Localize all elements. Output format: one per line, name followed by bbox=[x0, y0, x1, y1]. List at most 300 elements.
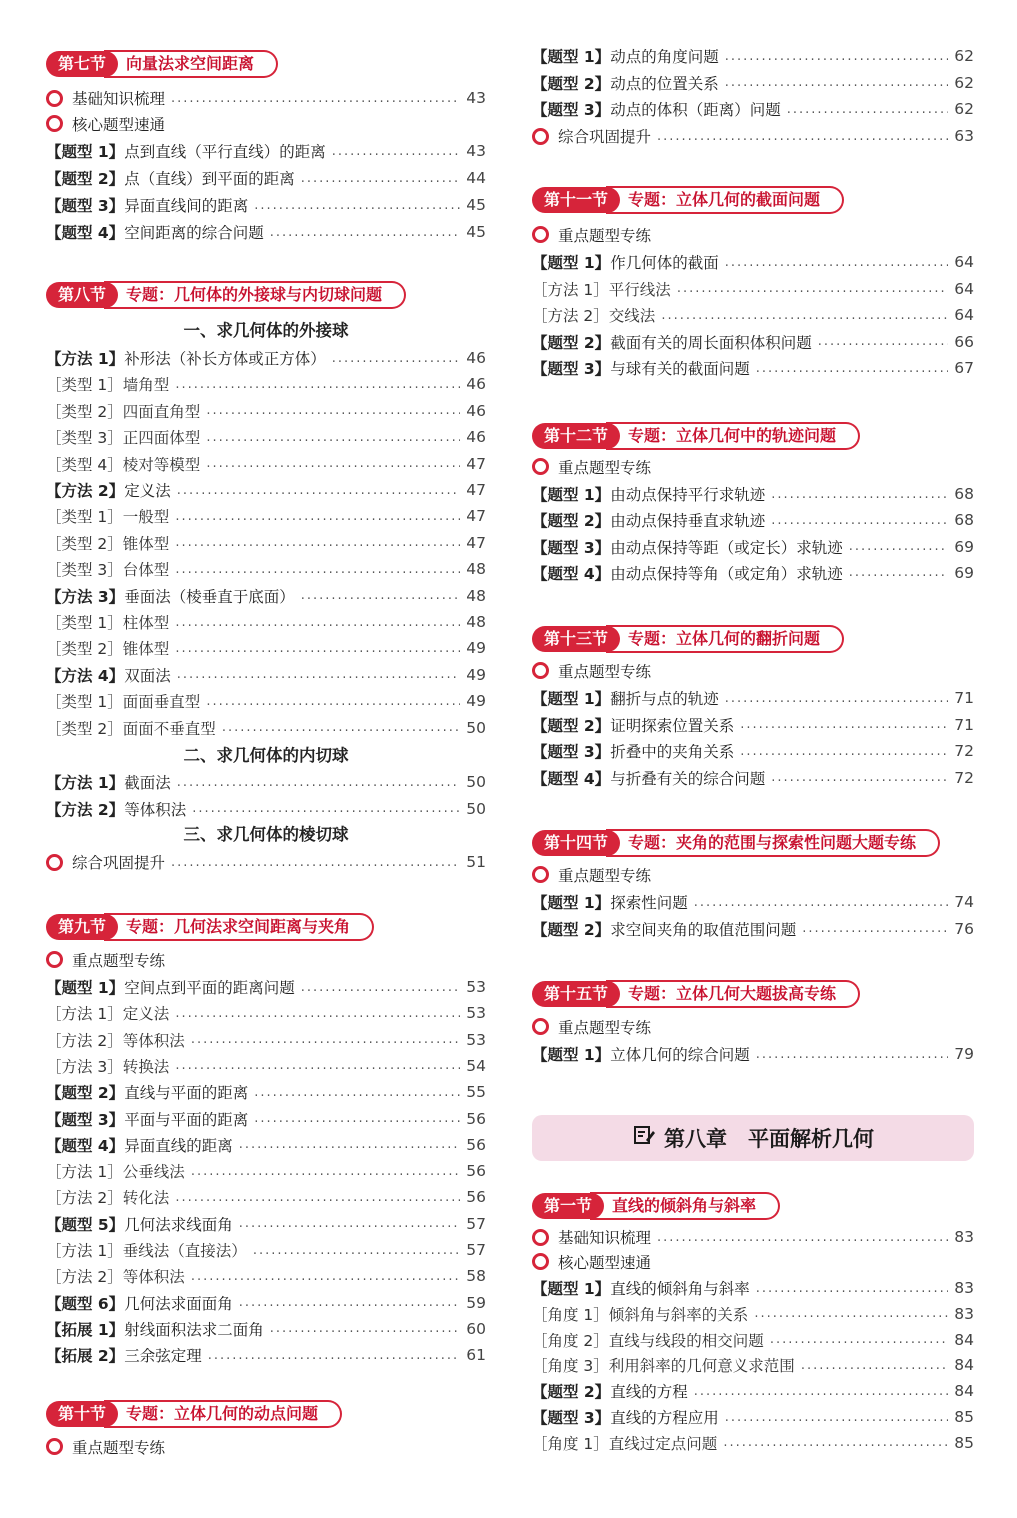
toc-entry[interactable] bbox=[46, 584, 486, 608]
page-number: 71 bbox=[954, 689, 974, 707]
toc-entry[interactable] bbox=[46, 1080, 486, 1104]
page-number: 46 bbox=[466, 428, 486, 447]
leader-dots bbox=[818, 334, 948, 349]
section-number: 第一节 bbox=[532, 1193, 604, 1219]
section-number: 第七节 bbox=[46, 51, 118, 77]
section-title: 专题：夹角的范围与探索性问题大题专练 bbox=[606, 829, 940, 857]
entry-label: 由动点保持垂直求轨迹 bbox=[610, 512, 766, 531]
page-number: 74 bbox=[954, 893, 974, 911]
page-number: 85 bbox=[954, 1408, 974, 1426]
leader-dots bbox=[177, 483, 460, 498]
entry-label: 证明探索位置关系 bbox=[610, 716, 735, 735]
entry-tag: 【方法 1】 bbox=[46, 350, 125, 368]
entry-label: 补形法（补长方体或正方体） bbox=[124, 350, 326, 368]
page-number: 47 bbox=[466, 481, 486, 499]
entry-tag: 【题型 1】 bbox=[532, 48, 611, 66]
toc-entry[interactable] bbox=[46, 975, 486, 999]
toc-entry[interactable] bbox=[46, 557, 486, 581]
leader-dots bbox=[191, 1032, 460, 1047]
entry-tag: ［角度 2］ bbox=[532, 1331, 609, 1350]
page-number: 50 bbox=[466, 718, 486, 737]
entry-tag: ［方法 2］ bbox=[532, 307, 609, 325]
toc-entry[interactable] bbox=[532, 250, 974, 274]
toc-entry[interactable] bbox=[532, 739, 974, 763]
section-title: 专题：立体几何大题拔高专练 bbox=[606, 980, 860, 1008]
leader-dots bbox=[849, 539, 948, 554]
circle-bullet-icon bbox=[532, 1253, 549, 1270]
section-header-8 bbox=[46, 281, 406, 309]
entry-tag: ［角度 1］ bbox=[532, 1434, 609, 1453]
entry-label: 直线与线段的相交问题 bbox=[608, 1331, 764, 1350]
leader-dots bbox=[771, 513, 948, 528]
toc-entry[interactable] bbox=[46, 425, 486, 449]
toc-entry[interactable] bbox=[532, 303, 974, 327]
entry-label: 定义法 bbox=[124, 482, 171, 500]
entry-label: 墙角型 bbox=[122, 376, 170, 395]
toc-entry[interactable] bbox=[532, 890, 974, 914]
page-number: 43 bbox=[466, 89, 486, 107]
entry-label: 面面不垂直型 bbox=[122, 719, 216, 738]
leader-dots bbox=[175, 615, 460, 630]
page-number: 71 bbox=[954, 715, 974, 734]
page-number: 55 bbox=[466, 1083, 486, 1102]
toc-entry[interactable] bbox=[532, 277, 974, 301]
section-title: 直线的倾斜角与斜率 bbox=[590, 1192, 780, 1220]
section-title: 专题：几何体的外接球与内切球问题 bbox=[104, 281, 406, 309]
entry-label: 一般型 bbox=[122, 508, 170, 527]
entry-tag: 【题型 1】 bbox=[532, 1280, 611, 1298]
leader-dots bbox=[177, 775, 460, 790]
toc-entry[interactable] bbox=[46, 1291, 486, 1315]
toc-entry[interactable] bbox=[46, 452, 486, 476]
circle-bullet-icon bbox=[532, 458, 549, 475]
entry-tag: 【拓展 2】 bbox=[46, 1347, 125, 1366]
page-number: 50 bbox=[466, 799, 486, 818]
leader-dots bbox=[177, 667, 460, 682]
entry-tag: 【方法 2】 bbox=[46, 482, 125, 500]
toc-entry[interactable] bbox=[46, 1238, 486, 1262]
entry-label: 柱体型 bbox=[122, 614, 170, 632]
entry-tag: ［类型 2］ bbox=[46, 534, 123, 553]
toc-entry[interactable] bbox=[532, 766, 974, 790]
toc-entry[interactable] bbox=[46, 770, 486, 794]
toc-entry[interactable] bbox=[532, 1328, 974, 1352]
toc-entry[interactable] bbox=[46, 1001, 486, 1025]
entry-label: 与球有关的截面问题 bbox=[610, 360, 750, 378]
leader-dots bbox=[771, 487, 948, 502]
page-number: 56 bbox=[466, 1162, 486, 1181]
leader-dots bbox=[206, 694, 460, 709]
entry-tag: 【题型 2】 bbox=[532, 920, 611, 939]
toc-entry[interactable] bbox=[532, 71, 974, 95]
page-number: 46 bbox=[466, 401, 486, 420]
section-title: 向量法求空间距离 bbox=[104, 50, 278, 78]
toc-entry[interactable] bbox=[532, 1302, 974, 1326]
entry-tag: 【题型 3】 bbox=[532, 1409, 611, 1427]
section-header-c8-1 bbox=[532, 1192, 780, 1220]
toc-entry[interactable] bbox=[532, 713, 974, 737]
section-number: 第十四节 bbox=[532, 830, 620, 856]
page-number: 44 bbox=[466, 169, 486, 187]
entry-label: 动点的位置关系 bbox=[610, 74, 719, 93]
entry-tag: ［方法 1］ bbox=[46, 1005, 123, 1024]
page-number: 54 bbox=[466, 1056, 486, 1075]
toc-entry[interactable] bbox=[46, 797, 486, 821]
section-number: 第十二节 bbox=[532, 423, 620, 449]
page-number: 53 bbox=[466, 1030, 486, 1049]
page-number: 76 bbox=[954, 919, 974, 938]
entry-tag: 【题型 4】 bbox=[532, 769, 611, 788]
leader-dots bbox=[175, 509, 460, 524]
toc-entry[interactable]: 综合巩固提升 ..... 51 bbox=[46, 850, 486, 874]
entry-tag: ［类型 1］ bbox=[46, 614, 123, 632]
section-title: 专题：立体几何中的轨迹问题 bbox=[606, 422, 860, 450]
pen-icon bbox=[632, 1123, 656, 1153]
toc-subheading: 重点题型专练 bbox=[532, 455, 651, 479]
entry-tag: 【题型 1】 bbox=[532, 894, 611, 912]
entry-tag: 【题型 3】 bbox=[532, 101, 611, 119]
toc-subheading: 核心题型速通 bbox=[46, 112, 165, 136]
entry-tag: ［方法 3］ bbox=[46, 1057, 123, 1076]
entry-tag: 【方法 1】 bbox=[46, 774, 125, 792]
page-number: 49 bbox=[466, 692, 486, 711]
entry-tag: 【题型 1】 bbox=[532, 254, 611, 272]
entry-tag: 【题型 5】 bbox=[46, 1215, 125, 1234]
page-number: 79 bbox=[954, 1045, 974, 1063]
entry-label: 交线法 bbox=[608, 307, 656, 325]
page-number: 59 bbox=[466, 1293, 486, 1312]
entry-tag: ［类型 4］ bbox=[46, 455, 123, 474]
entry-label: 平行线法 bbox=[608, 280, 671, 299]
toc-entry[interactable] bbox=[532, 1405, 974, 1429]
toc-entry[interactable] bbox=[46, 372, 486, 396]
entry-label: 公垂线法 bbox=[122, 1163, 185, 1182]
toc-entry[interactable] bbox=[532, 917, 974, 941]
toc-entry[interactable]: 【题型 4】空间距离的综合问题 ..... 45 bbox=[46, 220, 486, 244]
section-number: 第八节 bbox=[46, 282, 118, 308]
toc-entry[interactable]: 【题型 3】异面直线间的距离 ..... 45 bbox=[46, 193, 486, 217]
page-number: 61 bbox=[466, 1346, 486, 1365]
toc-entry[interactable] bbox=[46, 399, 486, 423]
page-number: 83 bbox=[954, 1228, 974, 1246]
toc-entry[interactable] bbox=[46, 1159, 486, 1183]
page-number: 57 bbox=[466, 1241, 486, 1259]
page-number: 69 bbox=[954, 537, 974, 556]
entry-tag: 【题型 2】 bbox=[532, 333, 611, 352]
entry-label: 平面与平面的距离 bbox=[124, 1110, 249, 1129]
circle-bullet-icon bbox=[46, 854, 63, 871]
entry-label: 射线面积法求二面角 bbox=[124, 1320, 264, 1339]
circle-bullet-icon bbox=[46, 115, 63, 132]
page-number: 62 bbox=[954, 100, 974, 118]
entry-tag: ［方法 1］ bbox=[532, 280, 609, 299]
page-number: 63 bbox=[954, 127, 974, 145]
section-header-12 bbox=[532, 422, 860, 450]
entry-tag: 【题型 2】 bbox=[532, 74, 611, 93]
leader-dots bbox=[661, 308, 948, 323]
leader-dots bbox=[725, 49, 948, 64]
leader-dots bbox=[222, 720, 460, 735]
entry-label: 几何法求线面角 bbox=[124, 1215, 233, 1234]
leader-dots bbox=[801, 1358, 948, 1373]
circle-bullet-icon bbox=[532, 662, 549, 679]
page-number: 69 bbox=[954, 563, 974, 582]
page-number: 56 bbox=[466, 1109, 486, 1128]
toc-subheading: 重点题型专练 bbox=[46, 1435, 165, 1459]
toc-entry[interactable] bbox=[46, 1212, 486, 1236]
section-header-11 bbox=[532, 186, 844, 214]
page-number: 83 bbox=[954, 1304, 974, 1323]
toc-entry[interactable] bbox=[532, 1276, 974, 1300]
entry-tag: 【题型 3】 bbox=[532, 743, 611, 761]
toc-entry[interactable] bbox=[532, 686, 974, 710]
entry-tag: 【题型 2】 bbox=[532, 512, 611, 531]
toc-entry[interactable] bbox=[46, 1343, 486, 1367]
toc-entry[interactable] bbox=[46, 531, 486, 555]
entry-tag: 【拓展 1】 bbox=[46, 1320, 125, 1339]
entry-label: 台体型 bbox=[122, 561, 170, 580]
entry-label: 锥体型 bbox=[122, 534, 170, 553]
leader-dots bbox=[802, 921, 948, 936]
toc-entry[interactable]: 基础知识梳理 ..... 43 bbox=[46, 86, 486, 110]
toc-entry[interactable] bbox=[532, 1353, 974, 1377]
page-number: 68 bbox=[954, 485, 974, 503]
toc-entry[interactable] bbox=[532, 330, 974, 354]
leader-dots bbox=[175, 377, 460, 392]
entry-tag: ［方法 2］ bbox=[46, 1031, 123, 1050]
entry-label: 面面垂直型 bbox=[122, 693, 201, 712]
toc-entry[interactable] bbox=[532, 508, 974, 532]
entry-label: 棱对等模型 bbox=[122, 455, 201, 474]
leader-dots bbox=[756, 1047, 948, 1062]
page-number: 53 bbox=[466, 978, 486, 996]
section-number: 第十一节 bbox=[532, 187, 620, 213]
entry-label: 探索性问题 bbox=[610, 894, 688, 912]
entry-tag: ［方法 1］ bbox=[46, 1242, 123, 1260]
entry-tag: 【方法 2】 bbox=[46, 800, 125, 819]
leader-dots bbox=[694, 1384, 948, 1399]
entry-tag: 【方法 4】 bbox=[46, 666, 125, 685]
toc-entry[interactable] bbox=[46, 1133, 486, 1157]
toc-entry[interactable] bbox=[46, 504, 486, 528]
page-number: 45 bbox=[466, 223, 486, 241]
toc-subheading: 重点题型专练 bbox=[532, 659, 651, 683]
section-number: 第十节 bbox=[46, 1401, 118, 1427]
leader-dots bbox=[725, 1410, 948, 1425]
chapter-title: 第八章 平面解析几何 bbox=[664, 1127, 874, 1151]
entry-label: 动点的体积（距离）问题 bbox=[610, 101, 781, 119]
entry-label: 空间点到平面的距离问题 bbox=[124, 979, 295, 997]
circle-bullet-icon bbox=[532, 128, 549, 145]
entry-label: 截面法 bbox=[124, 774, 171, 792]
page-number: 66 bbox=[954, 332, 974, 351]
toc-entry[interactable]: 【题型 2】点（直线）到平面的距离 ..... 44 bbox=[46, 166, 486, 190]
entry-label: 利用斜率的几何意义求范围 bbox=[608, 1357, 795, 1376]
leader-dots bbox=[175, 641, 460, 656]
entry-label: 求空间夹角的取值范围问题 bbox=[610, 920, 797, 939]
leader-dots bbox=[771, 770, 948, 785]
entry-label: 直线的倾斜角与斜率 bbox=[610, 1280, 750, 1298]
entry-label: 由动点保持等距（或定长）求轨迹 bbox=[610, 538, 843, 557]
entry-label: 与折叠有关的综合问题 bbox=[610, 769, 766, 788]
leader-dots bbox=[253, 1243, 460, 1258]
toc-entry[interactable] bbox=[46, 478, 486, 502]
leader-dots bbox=[175, 535, 460, 550]
page-number: 64 bbox=[954, 253, 974, 271]
leader-dots bbox=[239, 1137, 460, 1152]
toc-entry[interactable] bbox=[46, 1028, 486, 1052]
toc-entry[interactable] bbox=[532, 1042, 974, 1066]
leader-dots bbox=[175, 1190, 460, 1205]
toc-entry[interactable] bbox=[46, 1107, 486, 1131]
toc-entry[interactable] bbox=[46, 716, 486, 740]
toc-entry[interactable] bbox=[46, 1317, 486, 1341]
page-number: 64 bbox=[954, 306, 974, 324]
toc-entry[interactable]: 基础知识梳理 ..... 83 bbox=[532, 1225, 974, 1249]
entry-tag: 【题型 4】 bbox=[46, 1136, 125, 1155]
page-number: 47 bbox=[466, 507, 486, 526]
circle-bullet-icon bbox=[532, 226, 549, 243]
leader-dots bbox=[849, 565, 948, 580]
leader-dots bbox=[740, 717, 948, 732]
entry-label: 动点的角度问题 bbox=[610, 48, 719, 66]
toc-subheading: 重点题型专练 bbox=[532, 223, 651, 247]
toc-entry[interactable] bbox=[532, 561, 974, 585]
section-title: 专题：几何法求空间距离与夹角 bbox=[104, 913, 374, 941]
toc-entry[interactable] bbox=[46, 610, 486, 634]
leader-dots bbox=[332, 351, 460, 366]
page-number: 47 bbox=[466, 454, 486, 473]
entry-tag: ［方法 2］ bbox=[46, 1268, 123, 1287]
leader-dots bbox=[677, 281, 948, 296]
leader-dots bbox=[208, 1348, 460, 1363]
entry-tag: ［角度 3］ bbox=[532, 1357, 609, 1376]
page-number: 83 bbox=[954, 1279, 974, 1297]
leader-dots bbox=[754, 1306, 948, 1321]
leader-dots bbox=[239, 1216, 460, 1231]
entry-label: 垂线法（直接法） bbox=[122, 1242, 247, 1260]
entry-tag: ［方法 2］ bbox=[46, 1189, 123, 1208]
entry-label: 倾斜角与斜率的关系 bbox=[608, 1305, 749, 1324]
section-header-15 bbox=[532, 980, 860, 1008]
entry-tag: ［类型 2］ bbox=[46, 402, 123, 421]
toc-entry[interactable] bbox=[46, 689, 486, 713]
toc-subheading: 重点题型专练 bbox=[46, 948, 165, 972]
toc-entry[interactable] bbox=[532, 1379, 974, 1403]
toc-entry[interactable] bbox=[46, 346, 486, 370]
entry-tag: 【方法 3】 bbox=[46, 587, 125, 606]
page-number: 56 bbox=[466, 1135, 486, 1154]
page-number: 85 bbox=[954, 1433, 974, 1452]
entry-label: 四面直角型 bbox=[122, 402, 201, 421]
leader-dots bbox=[301, 588, 460, 603]
toc-entry[interactable]: 【题型 1】点到直线（平行直线）的距离 ..... 43 bbox=[46, 139, 486, 163]
entry-label: 双面法 bbox=[124, 666, 171, 685]
entry-label: 直线的方程应用 bbox=[610, 1409, 719, 1427]
page-number: 47 bbox=[466, 533, 486, 552]
entry-label: 由动点保持等角（或定角）求轨迹 bbox=[610, 564, 843, 583]
circle-bullet-icon bbox=[532, 1018, 549, 1035]
leader-dots bbox=[770, 1332, 948, 1347]
entry-label: 几何法求面面角 bbox=[124, 1294, 233, 1313]
entry-label: 正四面体型 bbox=[122, 429, 201, 448]
page-number: 46 bbox=[466, 375, 486, 394]
page-number: 60 bbox=[466, 1319, 486, 1338]
toc-entry[interactable] bbox=[46, 1264, 486, 1288]
toc-entry[interactable] bbox=[46, 1054, 486, 1078]
entry-label: 转换法 bbox=[122, 1057, 170, 1076]
entry-label: 定义法 bbox=[122, 1005, 170, 1024]
page-number: 84 bbox=[954, 1330, 974, 1349]
section-header-14 bbox=[532, 829, 940, 857]
toc-entry[interactable] bbox=[532, 1431, 974, 1455]
leader-dots bbox=[175, 1006, 460, 1021]
leader-dots bbox=[756, 361, 948, 376]
page-number: 64 bbox=[954, 279, 974, 298]
entry-tag: ［方法 1］ bbox=[46, 1163, 123, 1182]
entry-tag: 【题型 2】 bbox=[532, 1383, 611, 1402]
leader-dots bbox=[787, 102, 948, 117]
toc-entry[interactable] bbox=[532, 97, 974, 121]
leader-dots bbox=[740, 744, 948, 759]
leader-dots bbox=[301, 980, 460, 995]
page-number: 58 bbox=[466, 1267, 486, 1286]
entry-label: 折叠中的夹角关系 bbox=[610, 743, 735, 761]
leader-dots bbox=[206, 456, 460, 471]
circle-bullet-icon bbox=[532, 866, 549, 883]
entry-tag: 【题型 3】 bbox=[46, 1110, 125, 1129]
entry-tag: ［类型 2］ bbox=[46, 640, 123, 659]
entry-tag: 【题型 1】 bbox=[46, 979, 125, 997]
toc-entry[interactable]: 综合巩固提升 ..... 63 bbox=[532, 124, 974, 148]
entry-tag: 【题型 2】 bbox=[46, 1084, 125, 1103]
toc-entry[interactable] bbox=[532, 44, 974, 68]
page-number: 56 bbox=[466, 1188, 486, 1207]
page-number: 84 bbox=[954, 1356, 974, 1375]
section-number: 第九节 bbox=[46, 914, 118, 940]
toc-entry[interactable] bbox=[532, 356, 974, 380]
entry-label: 直线与平面的距离 bbox=[124, 1084, 249, 1103]
entry-tag: ［类型 3］ bbox=[46, 561, 123, 580]
section-header-13 bbox=[532, 625, 844, 653]
entry-tag: ［类型 1］ bbox=[46, 508, 123, 527]
entry-tag: 【题型 3】 bbox=[532, 538, 611, 557]
toc-entry[interactable] bbox=[46, 1185, 486, 1209]
toc-entry[interactable] bbox=[532, 535, 974, 559]
page-number: 46 bbox=[466, 349, 486, 367]
circle-bullet-icon bbox=[46, 951, 63, 968]
entry-label: 等体积法 bbox=[124, 800, 187, 819]
section-number: 第十五节 bbox=[532, 981, 620, 1007]
toc-entry[interactable] bbox=[532, 482, 974, 506]
section-title: 专题：立体几何的翻折问题 bbox=[606, 625, 844, 653]
entry-label: 作几何体的截面 bbox=[610, 254, 719, 272]
toc-entry[interactable] bbox=[46, 636, 486, 660]
page-number: 48 bbox=[466, 586, 486, 605]
page-number: 68 bbox=[954, 511, 974, 530]
toc-subheading: 核心题型速通 bbox=[532, 1250, 651, 1274]
leader-dots bbox=[725, 691, 948, 706]
entry-tag: 【题型 2】 bbox=[532, 716, 611, 735]
page-number: 49 bbox=[466, 639, 486, 658]
page-number: 84 bbox=[954, 1382, 974, 1401]
entry-label: 三余弦定理 bbox=[124, 1347, 202, 1366]
leader-dots bbox=[239, 1295, 460, 1310]
toc-subheading: 重点题型专练 bbox=[532, 1015, 651, 1039]
toc-entry[interactable] bbox=[46, 663, 486, 687]
leader-dots bbox=[191, 1269, 460, 1284]
page-number: 67 bbox=[954, 359, 974, 377]
